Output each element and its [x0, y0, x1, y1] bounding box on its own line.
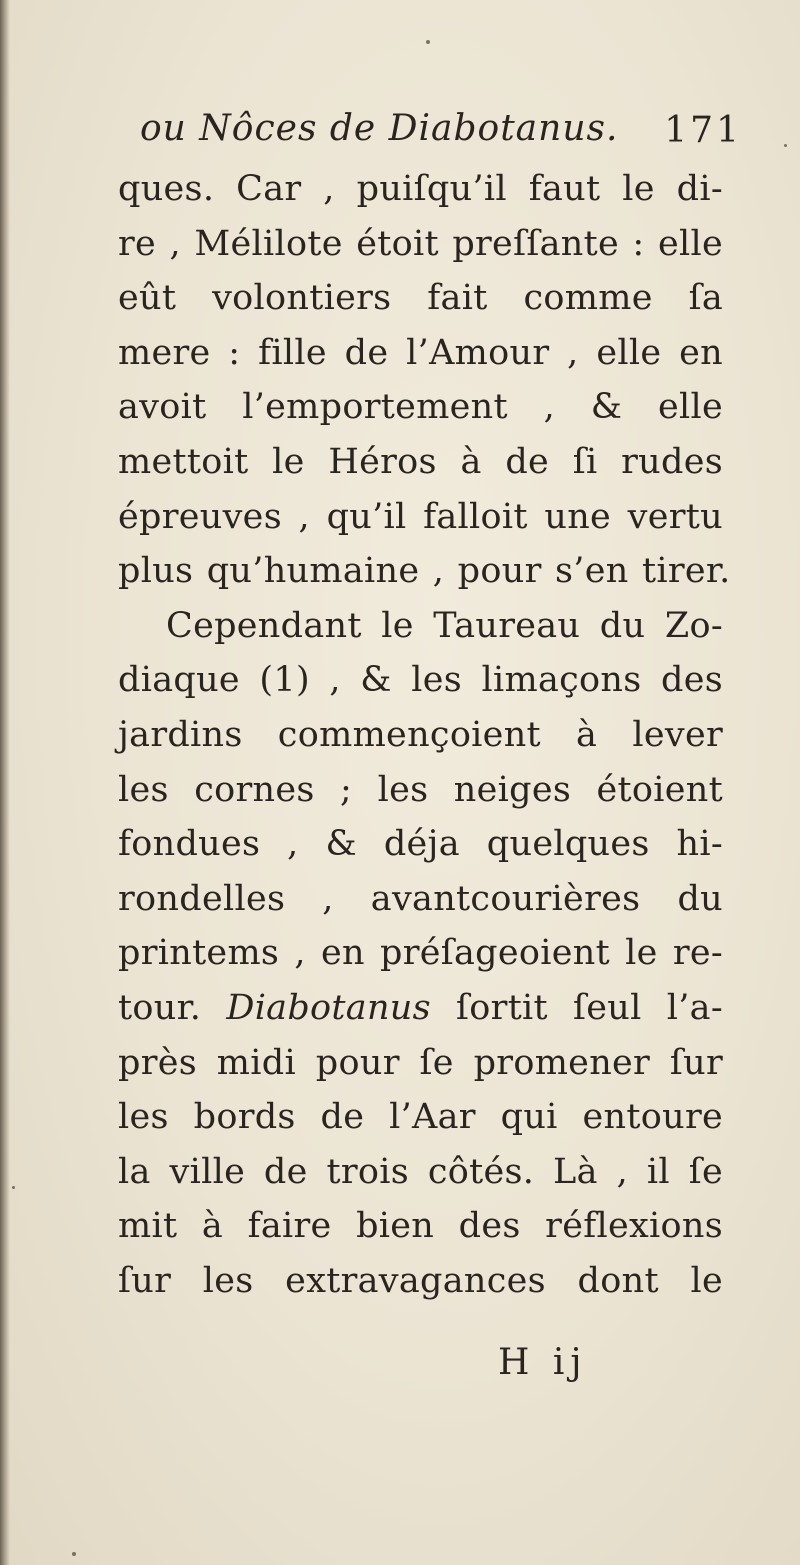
- text-line: près midi pour ſe promener ſur: [118, 1042, 723, 1083]
- text-line: eût volontiers fait comme ſa: [118, 278, 723, 319]
- text-line-paragraph-start: Cependant le Taureau du Zo-: [166, 605, 723, 646]
- text-line: la ville de trois côtés. Là , il ſe: [118, 1151, 723, 1192]
- text-line: printems , en préſageoient le re-: [118, 933, 723, 974]
- ink-speck: [784, 144, 787, 147]
- page-header: [132, 108, 742, 162]
- text-line: mettoit le Héros à de ſi rudes: [118, 441, 723, 482]
- text-line: fondues , & déja quelques hi-: [118, 824, 723, 865]
- text-line: jardins commençoient à lever: [118, 714, 723, 755]
- text-line: re , Mélilote étoit preſſante : elle: [118, 223, 723, 264]
- text-line: mere : fille de l’Amour , elle en: [118, 332, 723, 373]
- running-title: ou Nôces de Diabotanus.: [140, 108, 619, 149]
- text-line: diaque (1) , & les limaçons des: [118, 660, 723, 701]
- ink-speck: [426, 40, 430, 44]
- text-fragment: ſortit ſeul l’a-: [456, 987, 723, 1028]
- ink-speck: [12, 1186, 15, 1189]
- page-gutter-shadow: [0, 0, 10, 1565]
- text-line: les bords de l’Aar qui entoure: [118, 1097, 723, 1138]
- text-line: les cornes ; les neiges étoient: [118, 769, 723, 810]
- body-text: [118, 162, 731, 1308]
- text-fragment: tour.: [118, 987, 202, 1028]
- text-line: rondelles , avantcourières du: [118, 878, 723, 919]
- signature-mark: H ij: [498, 1342, 588, 1383]
- text-line: épreuves , qu’il falloit une vertu: [118, 496, 723, 537]
- text-line-with-italic: [118, 981, 723, 1036]
- ink-speck: [72, 1552, 76, 1556]
- text-line: mit à faire bien des réflexions: [118, 1206, 723, 1247]
- italic-name: Diabotanus: [226, 987, 431, 1028]
- text-line: ques. Car , puiſqu’il faut le di-: [118, 169, 723, 209]
- text-line-paragraph-end: plus qu’humaine , pour s’en tirer.: [118, 551, 731, 592]
- page-number: 171: [664, 110, 742, 151]
- text-line: ſur les extravagances dont le: [118, 1260, 723, 1301]
- text-line: avoit l’emportement , & elle: [118, 387, 723, 428]
